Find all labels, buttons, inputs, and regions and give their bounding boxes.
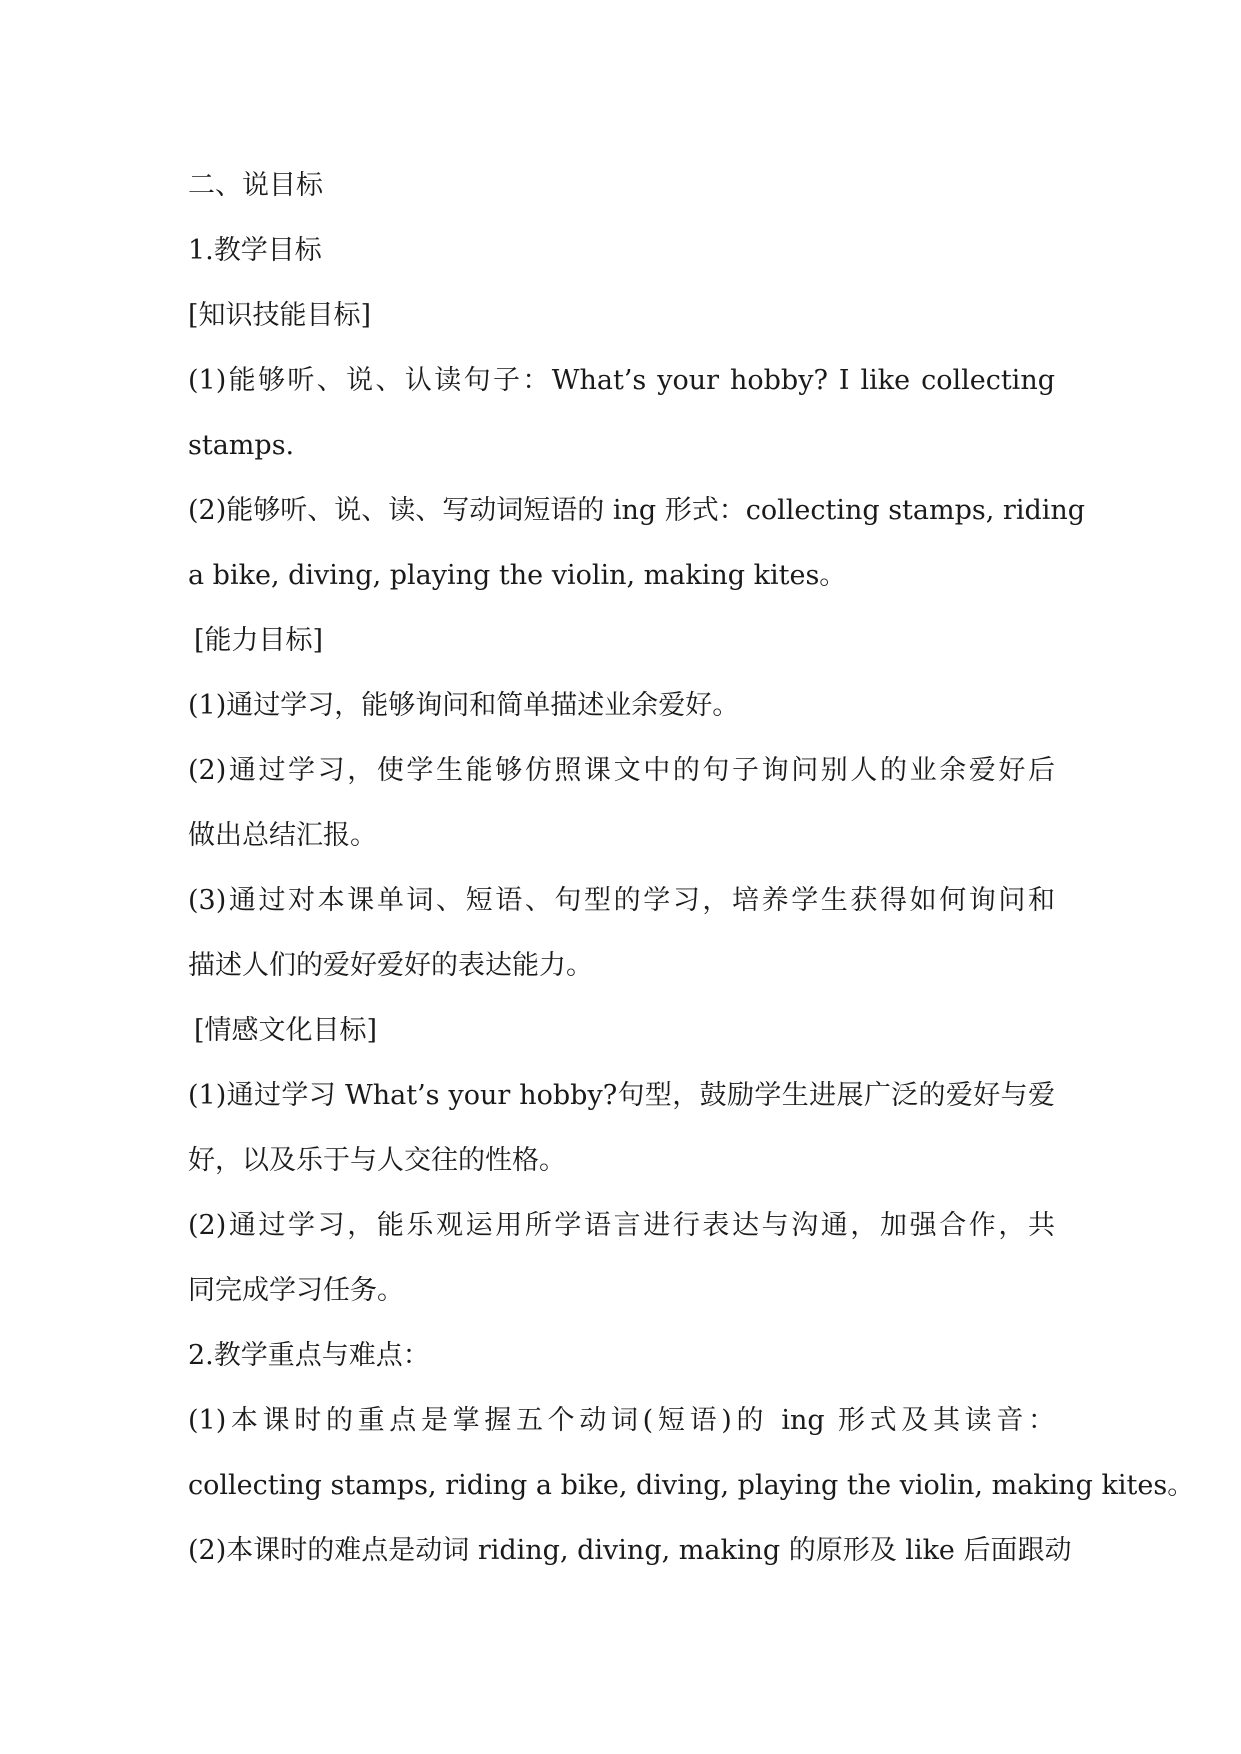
paragraph-line: (2)本课时的难点是动词 riding, diving, making 的原形及 like 后面跟动 [188,1535,1072,1566]
document-body [188,153,1195,1583]
goal-category-knowledge: [知识技能目标] [188,300,372,331]
goal-category-ability: [能力目标] [194,625,324,656]
subsection-heading: 1.教学目标 [188,235,322,266]
paragraph-line: (1)能够听、说、认读句子：What’s your hobby? I like collecting [188,365,1055,396]
paragraph-line: 描述人们的爱好爱好的表达能力。 [188,950,593,981]
paragraph-line: collecting stamps, riding a bike, diving, playing the violin, making kites。 [188,1470,1195,1501]
paragraph-line: (1)通过学习，能够询问和简单描述业余爱好。 [188,690,740,721]
paragraph-line: (1)通过学习 What’s your hobby?句型，鼓励学生进展广泛的爱好与爱 [188,1080,1055,1111]
goal-category-emotion: [情感文化目标] [194,1015,378,1046]
paragraph-line: a bike, diving, playing the violin, making kites。 [188,560,847,591]
subsection-heading: 2.教学重点与难点： [188,1340,430,1371]
paragraph-line: 同完成学习任务。 [188,1275,404,1306]
paragraph-line: (3)通过对本课单词、短语、句型的学习，培养学生获得如何询问和 [188,885,1055,916]
paragraph-line: 好，以及乐于与人交往的性格。 [188,1145,566,1176]
paragraph-line: (2)能够听、说、读、写动词短语的 ing 形式：collecting stamps, riding [188,495,1086,526]
section-heading: 二、说目标 [188,170,323,201]
paragraph-line: stamps. [188,430,295,461]
paragraph-line: (1)本课时的重点是掌握五个动词(短语)的 ing 形式及其读音： [188,1405,1055,1436]
paragraph-line: (2)通过学习，能乐观运用所学语言进行表达与沟通，加强合作，共 [188,1210,1055,1241]
paragraph-line: (2)通过学习，使学生能够仿照课文中的句子询问别人的业余爱好后 [188,755,1055,786]
paragraph-line: 做出总结汇报。 [188,820,377,851]
